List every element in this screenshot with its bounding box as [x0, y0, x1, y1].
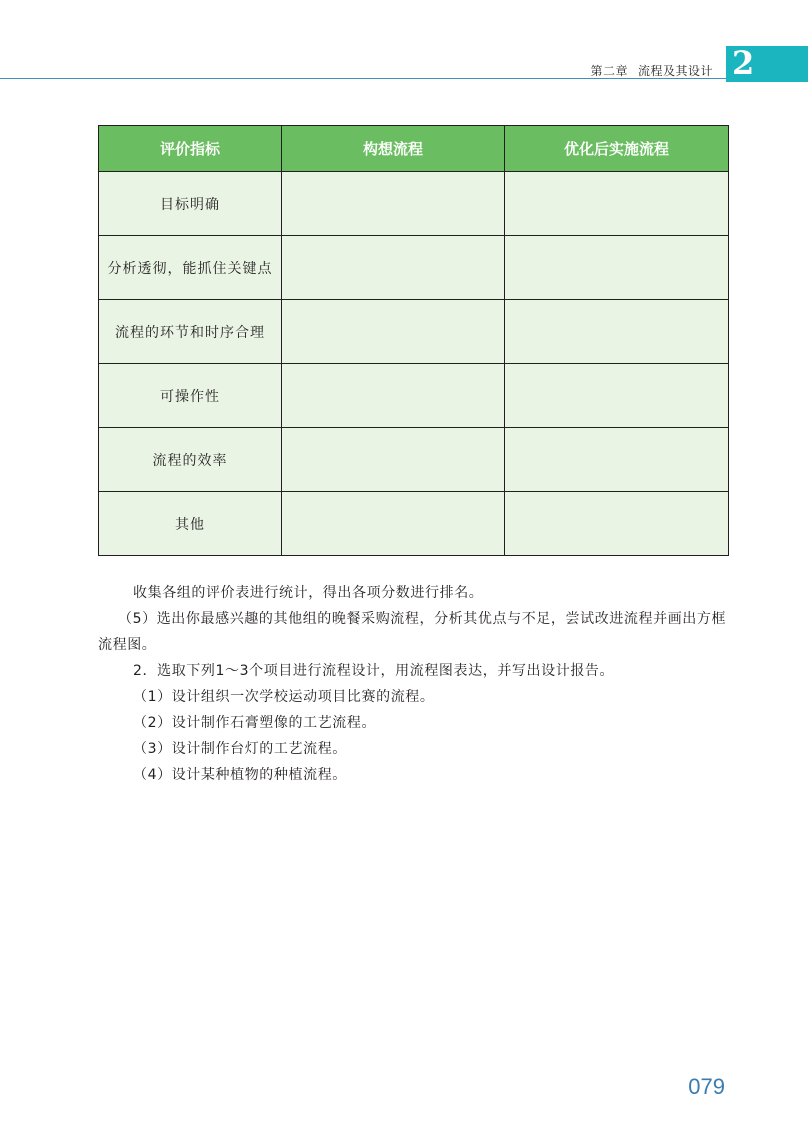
- table-header-row: [99, 126, 729, 172]
- table-row: [99, 428, 729, 492]
- blank-cell: [505, 364, 729, 428]
- header-chapter: 第二章: [590, 64, 628, 78]
- paragraph: 收集各组的评价表进行统计，得出各项分数进行排名。: [133, 585, 484, 601]
- table-row: [99, 364, 729, 428]
- column-header: 构想流程: [282, 126, 505, 172]
- header-title: 流程及其设计: [637, 64, 713, 78]
- blank-cell: [282, 428, 505, 492]
- table-row: [99, 300, 729, 364]
- blank-cell: [505, 172, 729, 236]
- blank-cell: [282, 300, 505, 364]
- chapter-number: 2: [732, 44, 755, 82]
- criterion-cell: 其他: [99, 492, 282, 556]
- list-item: （3）设计制作台灯的工艺流程。: [133, 741, 347, 757]
- evaluation-table: [98, 125, 729, 556]
- blank-cell: [282, 236, 505, 300]
- criterion-cell: 目标明确: [99, 172, 282, 236]
- list-item: （2）设计制作石膏塑像的工艺流程。: [133, 715, 377, 731]
- blank-cell: [282, 364, 505, 428]
- paragraph: （5）选出你最感兴趣的其他组的晚餐采购流程，分析其优点与不足，尝试改进流程并画出方框流程图。: [98, 611, 727, 653]
- paragraph: 2．选取下列1～3个项目进行流程设计，用流程图表达，并写出设计报告。: [133, 663, 615, 679]
- table-row: [99, 172, 729, 236]
- criterion-cell: 可操作性: [99, 364, 282, 428]
- blank-cell: [505, 428, 729, 492]
- body-text: [98, 580, 728, 788]
- column-header: 优化后实施流程: [505, 126, 729, 172]
- list-item: （1）设计组织一次学校运动项目比赛的流程。: [133, 689, 435, 705]
- criterion-cell: 流程的效率: [99, 428, 282, 492]
- criterion-cell: 分析透彻，能抓住关键点: [99, 236, 282, 300]
- table-row: [99, 236, 729, 300]
- blank-cell: [505, 492, 729, 556]
- blank-cell: [282, 492, 505, 556]
- criterion-cell: 流程的环节和时序合理: [99, 300, 282, 364]
- chapter-tab: [726, 46, 808, 82]
- list-item: （4）设计某种植物的种植流程。: [133, 767, 347, 783]
- page-number: 079: [688, 1074, 725, 1099]
- running-header: [590, 62, 713, 79]
- column-header: 评价指标: [99, 126, 282, 172]
- blank-cell: [282, 172, 505, 236]
- blank-cell: [505, 300, 729, 364]
- blank-cell: [505, 236, 729, 300]
- table-row: [99, 492, 729, 556]
